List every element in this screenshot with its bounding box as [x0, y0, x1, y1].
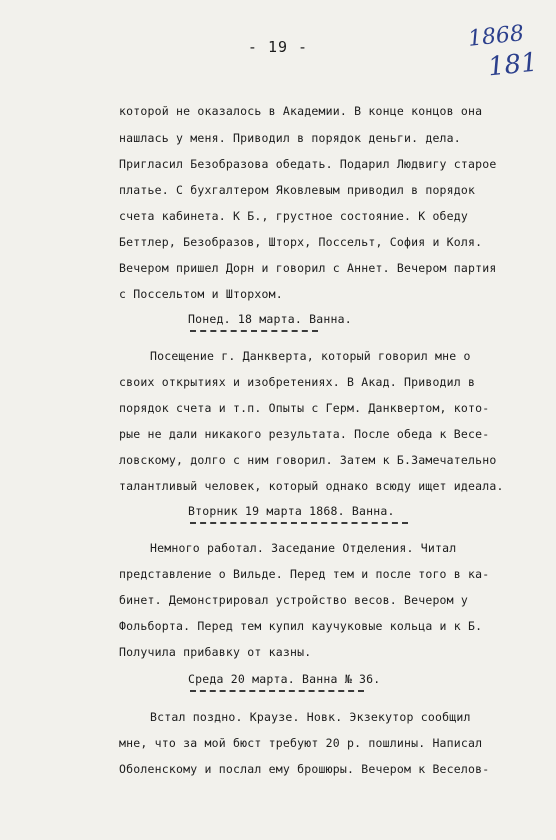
- pencil-number-annotation: 181: [486, 47, 540, 83]
- text-line: Вечером пришел Дорн и говорил с Аннет. Вечером партия: [119, 261, 497, 275]
- text-line: Встал поздно. Краузе. Новк. Экзекутор сообщил: [150, 710, 471, 724]
- entry-heading: Среда 20 марта. Ванна № 36.: [188, 672, 381, 686]
- text-line: Немного работал. Заседание Отделения. Читал: [150, 541, 457, 555]
- entry-heading: Вторник 19 марта 1868. Ванна.: [188, 504, 395, 518]
- text-line: платье. С бухгалтером Яковлевым приводил в порядок: [119, 183, 476, 197]
- text-line: счета кабинета. К Б., грустное состояние. К обеду: [119, 209, 469, 223]
- text-line: Оболенскому и послал ему брошюры. Вечером к Веселов-: [119, 762, 490, 776]
- text-line: рые не дали никакого результата. После обеда к Весе-: [119, 427, 490, 441]
- text-line: бинет. Демонстрировал устройство весов. Вечером у: [119, 593, 469, 607]
- text-line: которой не оказалось в Академии. В конце концов она: [119, 104, 483, 118]
- text-line: порядок счета и т.п. Опыты с Герм. Данквертом, кото-: [119, 401, 490, 415]
- text-line: своих открытиях и изобретениях. В Акад. Приводил в: [119, 375, 476, 389]
- text-line: нашлась у меня. Приводил в порядок деньги. дела.: [119, 131, 461, 145]
- heading-underline: [190, 690, 364, 692]
- text-line: талантливый человек, который однако всюду ищет идеала.: [119, 479, 504, 493]
- pencil-year-annotation: 1868: [466, 21, 526, 52]
- entry-heading: Понед. 18 марта. Ванна.: [188, 312, 352, 326]
- heading-underline: [190, 522, 408, 524]
- text-line: с Поссельтом и Шторхом.: [119, 287, 283, 301]
- text-line: представление о Вильде. Перед тем и после того в ка-: [119, 567, 490, 581]
- text-line: Посещение г. Данкверта, который говорил мне о: [150, 349, 471, 363]
- text-line: мне, что за мой бюст требуют 20 р. пошлины. Написал: [119, 736, 483, 750]
- heading-underline: [190, 330, 318, 332]
- page-number: - 19 -: [247, 38, 309, 56]
- text-line: ловскому, долго с ним говорил. Затем к Б.Замечательно: [119, 453, 497, 467]
- text-line: Пригласил Безобразова обедать. Подарил Людвигу старое: [119, 157, 497, 171]
- text-line: Получила прибавку от казны.: [119, 645, 312, 659]
- text-line: Беттлер, Безобразов, Шторх, Поссельт, София и Коля.: [119, 235, 483, 249]
- text-line: Фольборта. Перед тем купил каучуковые кольца и к Б.: [119, 619, 483, 633]
